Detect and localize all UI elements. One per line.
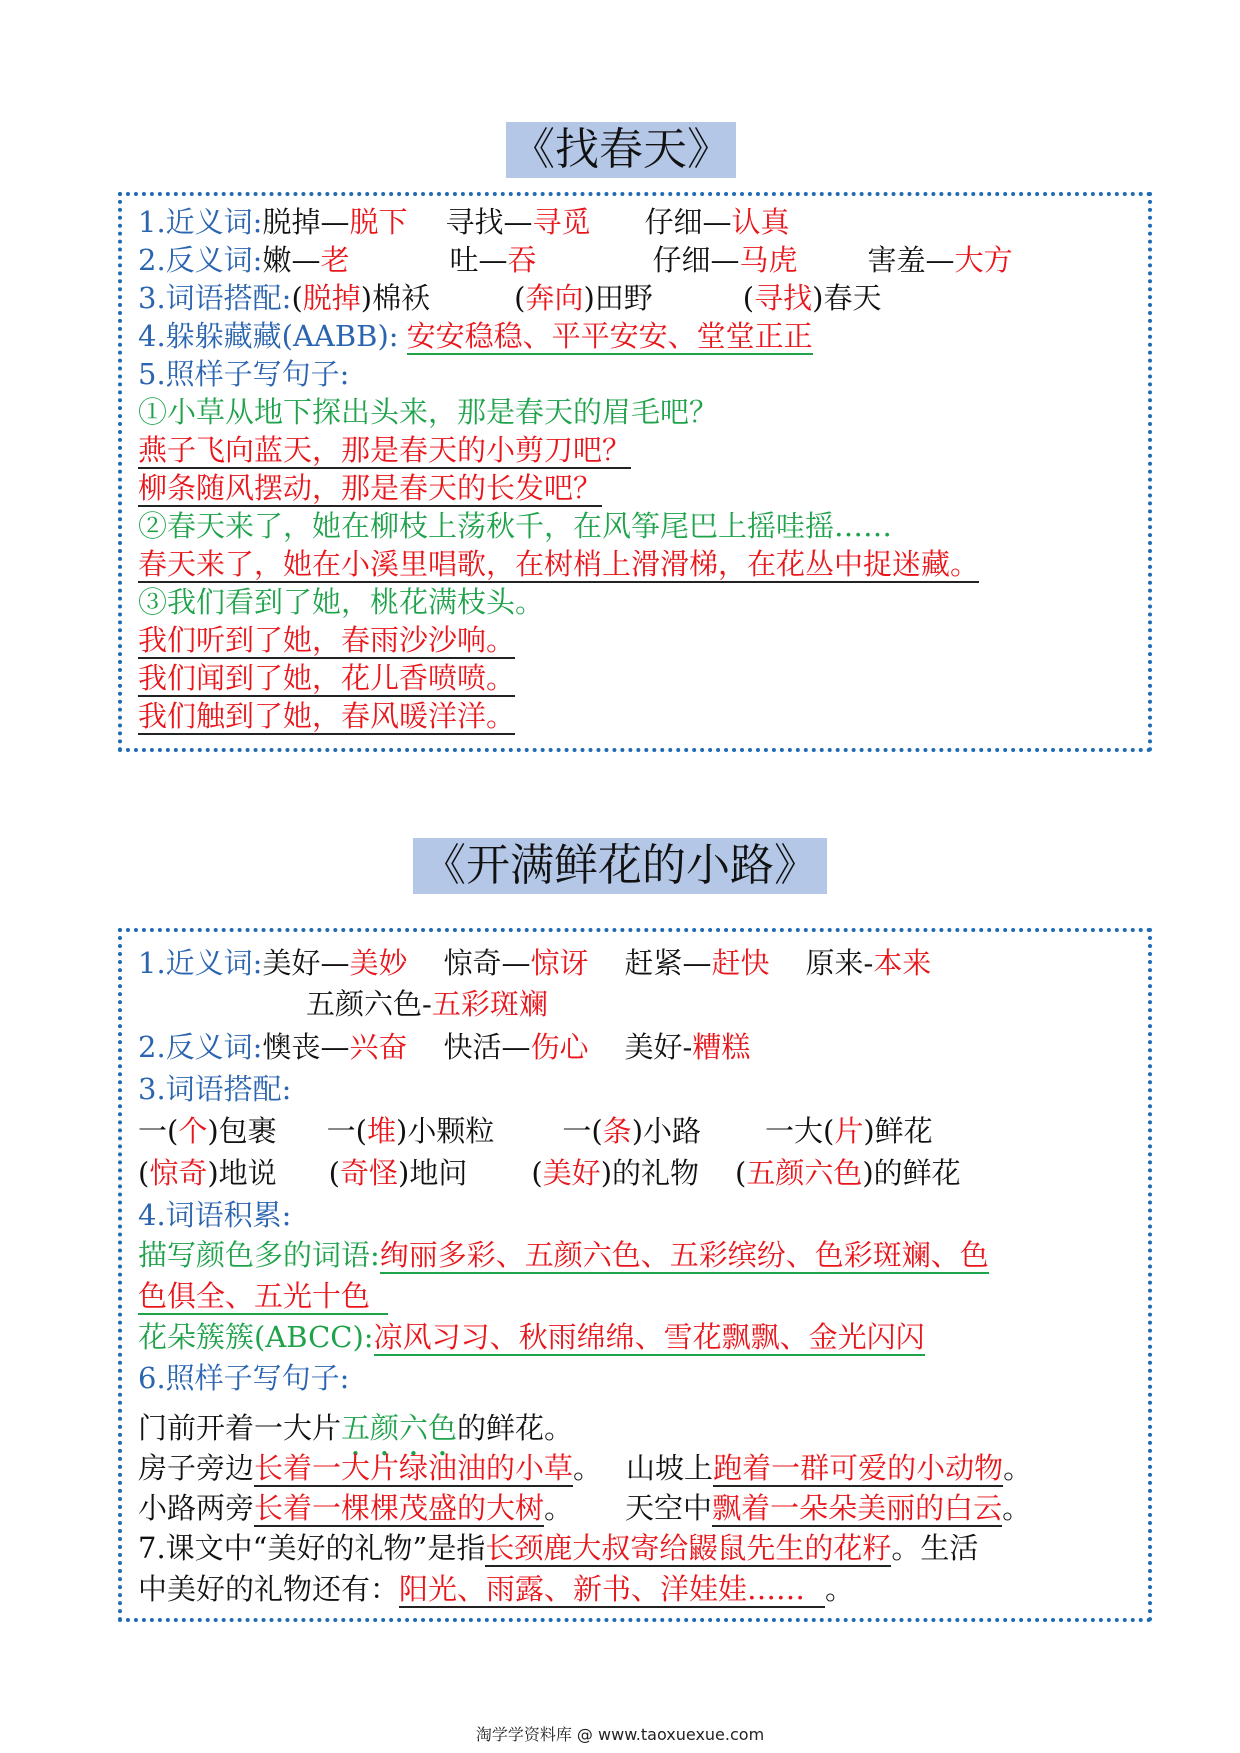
l1-aabb: 4.躲躲藏藏(AABB): 安安稳稳、平平安安、堂堂正正 [138,319,813,353]
l1-answer-3a: 我们听到了她，春雨沙沙响。 [138,623,516,657]
l1-example-3: ③我们看到了她，桃花满枝头。 [138,585,545,619]
l2-example: 门前开着一大片五颜六色的鲜花。 [138,1411,574,1445]
l2-answer-row2: 小路两旁长着一棵棵茂盛的大树。 天空中飘着一朵朵美丽的白云。 [138,1491,1032,1525]
l1-collocation: 3.词语搭配:(脱掉)棉袄 (奔向)田野 (寻找)春天 [138,281,882,315]
l1-sentence-heading: 5.照样子写句子: [138,357,350,391]
l2-color-words: 描写颜色多的词语:绚丽多彩、五颜六色、五彩缤纷、色彩斑斓、色 [138,1238,989,1272]
l2-gift-answer: 中美好的礼物还有：阳光、雨露、新书、洋娃娃…… 。 [138,1572,855,1606]
l1-answer-1b: 柳条随风摆动，那是春天的长发吧？ [138,471,603,505]
l1-synonyms: 1.近义词:脱掉—脱下 寻找—寻觅 仔细—认真 [138,205,790,239]
lesson1-title: 《找春天》 [506,122,736,178]
l2-collocation-heading: 3.词语搭配: [138,1072,292,1106]
l1-example-2: ②春天来了，她在柳枝上荡秋千，在风筝尾巴上摇哇摇…… [138,509,893,543]
l1-answer-3c: 我们触到了她，春风暖洋洋。 [138,699,516,733]
l2-accumulation-heading: 4.词语积累: [138,1198,292,1232]
l1-answer-3b: 我们闻到了她，花儿香喷喷。 [138,661,516,695]
l1-answer-1a: 燕子飞向蓝天，那是春天的小剪刀吧？ [138,433,632,467]
l1-antonyms: 2.反义词:嫩—老 吐—吞 仔细—马虎 害羞—大方 [138,243,1013,277]
l2-abcc: 花朵簇簇(ABCC):凉风习习、秋雨绵绵、雪花飘飘、金光闪闪 [138,1320,925,1354]
l2-collocation-row1: 一(个)包裹 一(堆)小颗粒 一(条)小路 一大(片)鲜花 [138,1114,933,1148]
l2-synonyms: 1.近义词:美好—美妙 惊奇—惊讶 赶紧—赶快 原来-本来 [138,946,932,980]
l2-gift-question: 7.课文中“美好的礼物”是指长颈鹿大叔寄给鼹鼠先生的花籽。生活 [138,1531,979,1565]
l2-synonyms-cont: 五颜六色-五彩斑斓 [306,987,548,1021]
l2-sentence-heading: 6.照样子写句子: [138,1361,350,1395]
lesson2-title: 《开满鲜花的小路》 [413,838,827,894]
l1-example-1: ①小草从地下探出头来，那是春天的眉毛吧？ [138,395,719,429]
footer-watermark: 淘学学资料库 @ www.taoxuexue.com [475,1725,765,1744]
l2-collocation-row2: (惊奇)地说 (奇怪)地问 (美好)的礼物 (五颜六色)的鲜花 [138,1156,961,1190]
l2-antonyms: 2.反义词:懊丧—兴奋 快活—伤心 美好-糟糕 [138,1030,751,1064]
l2-answer-row1: 房子旁边长着一大片绿油油的小草。 山坡上跑着一群可爱的小动物。 [138,1451,1033,1485]
l1-answer-2a: 春天来了，她在小溪里唱歌，在树梢上滑滑梯，在花丛中捉迷藏。 [138,547,980,581]
l2-color-words-cont: 色俱全、五光十色 [138,1277,388,1315]
